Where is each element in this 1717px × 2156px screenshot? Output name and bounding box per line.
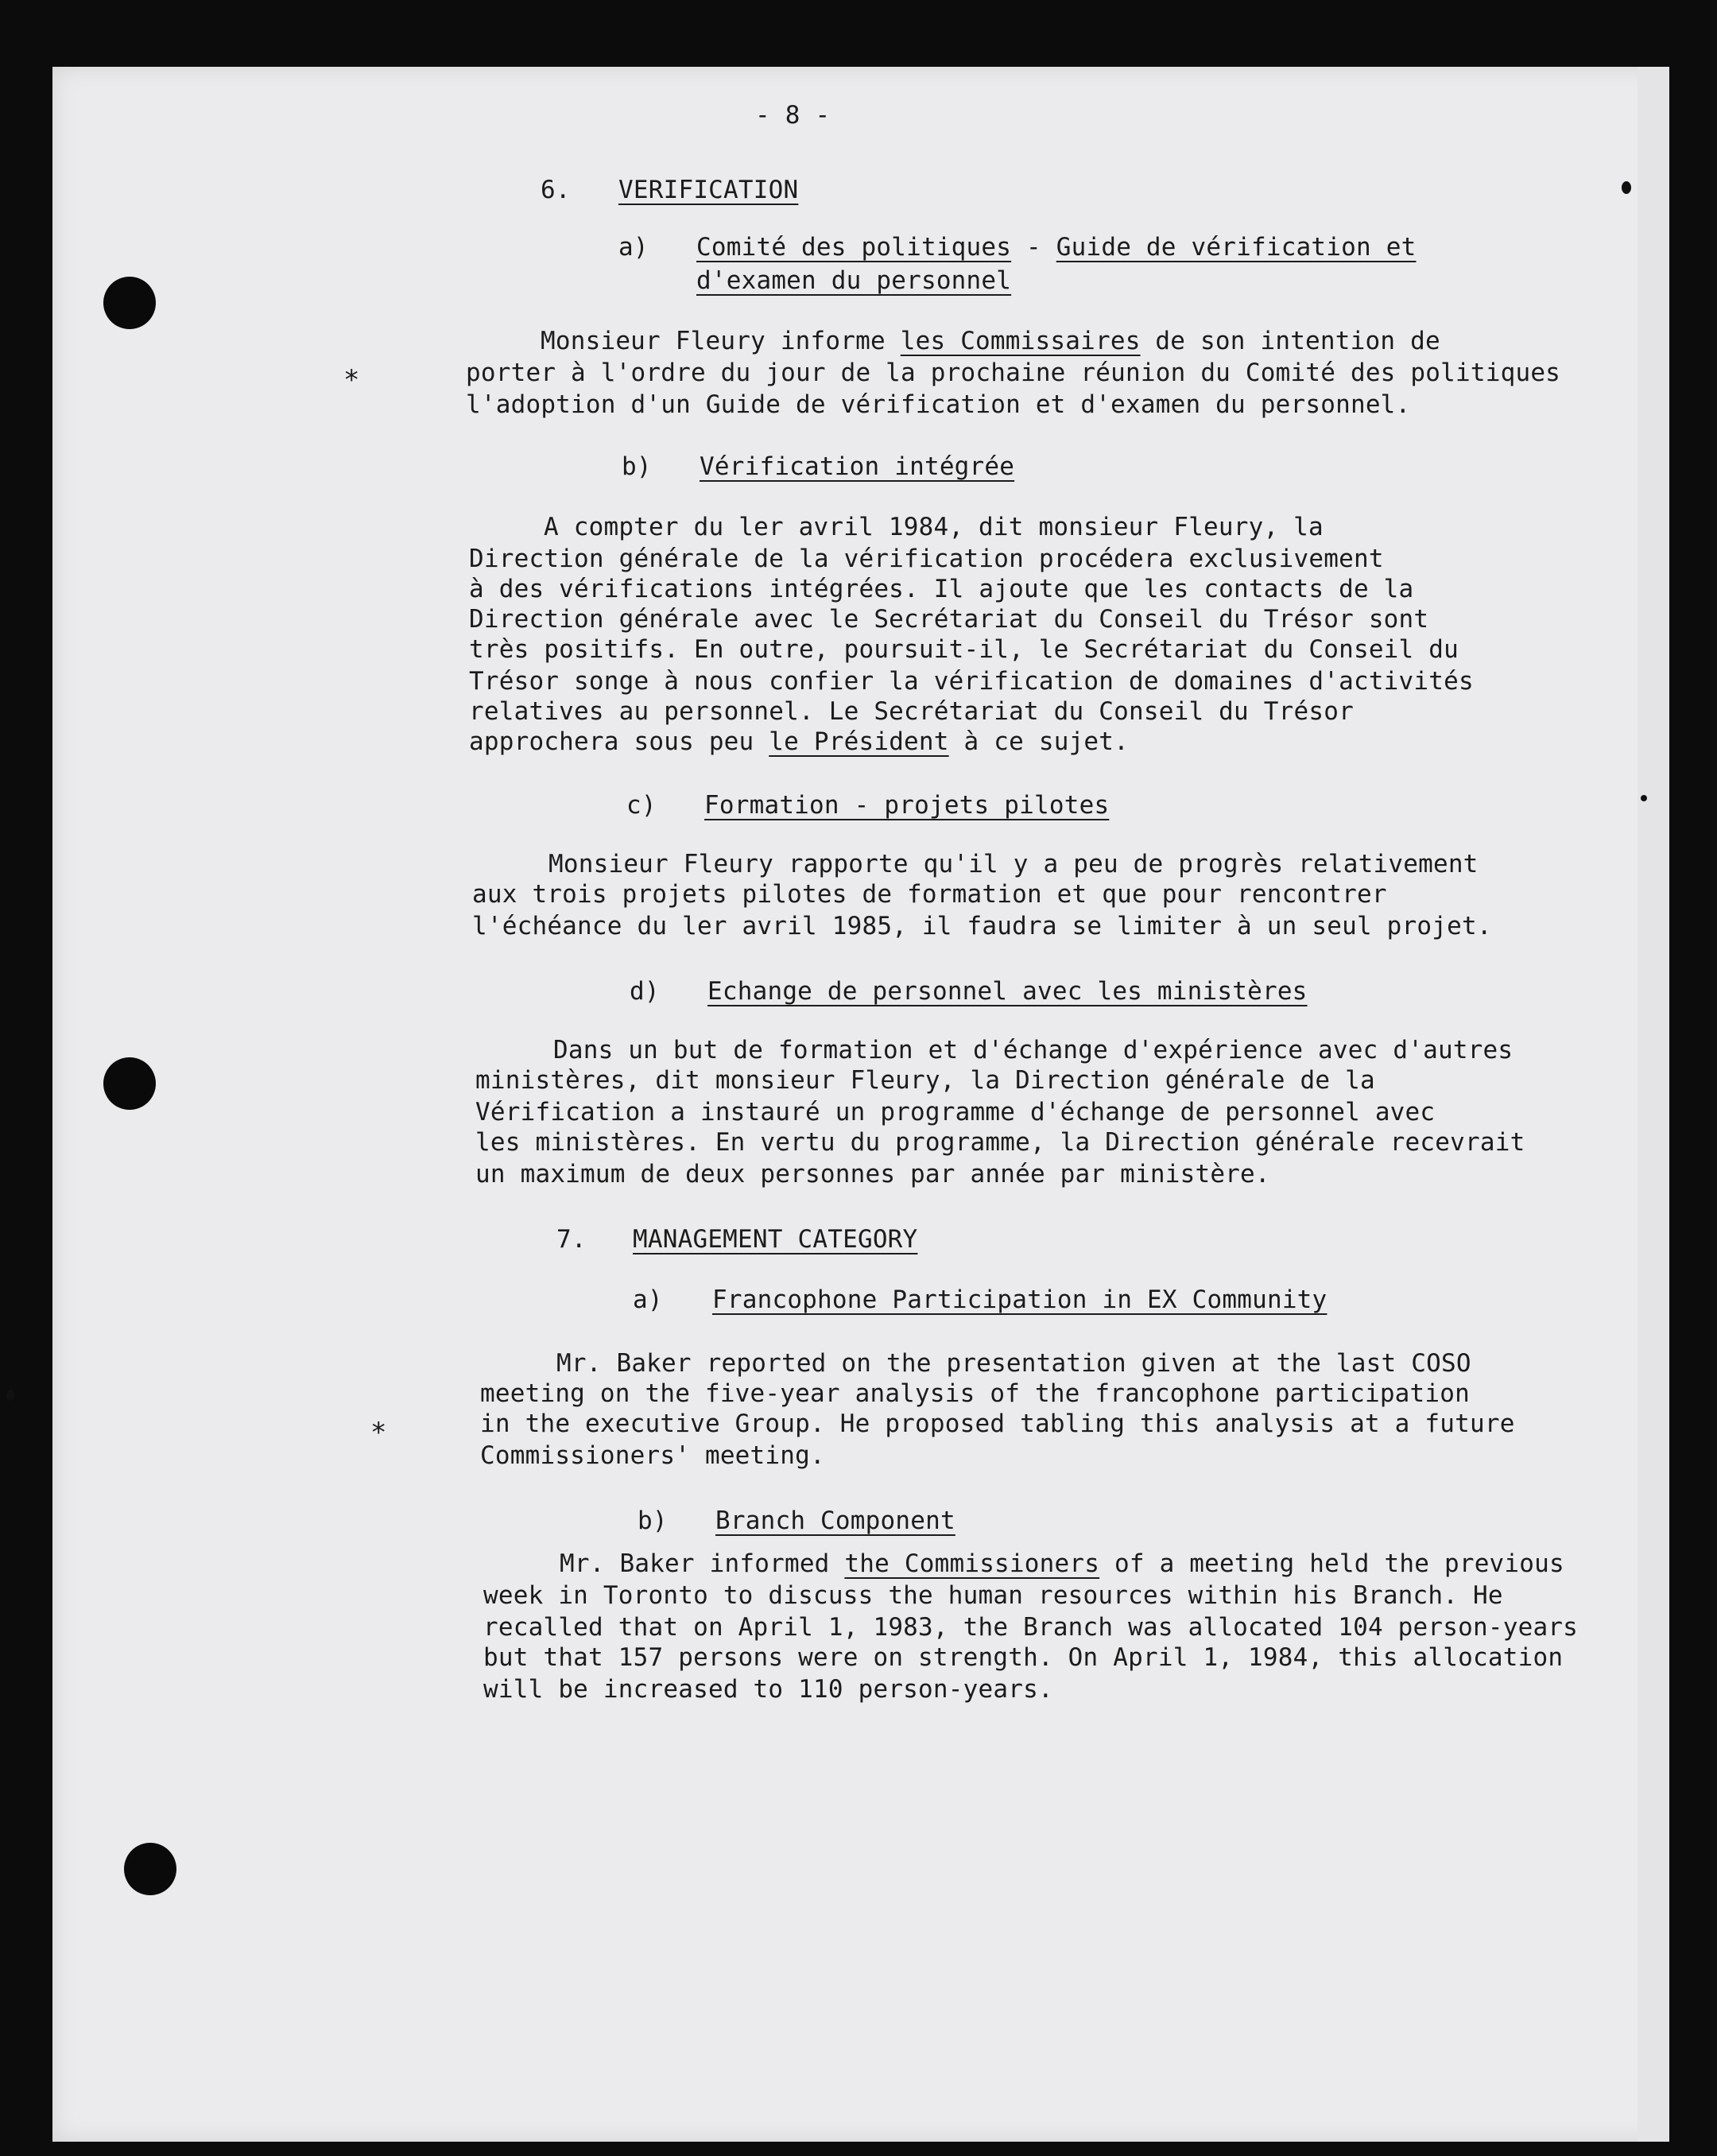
- subsection-letter: b): [638, 1506, 668, 1535]
- section-number: 6.: [541, 176, 571, 204]
- paragraph-line: porter à l'ordre du jour de la prochaine réunion du Comité des politiques: [466, 359, 1561, 387]
- subsection-letter: a): [618, 233, 649, 262]
- paragraph-line: but that 157 persons were on strength. On April 1, 1984, this allocation: [483, 1643, 1564, 1672]
- text-run: à ce sujet.: [948, 727, 1130, 756]
- subsection-title-part2: Guide de vérification et: [1056, 233, 1417, 262]
- scan-speck: [6, 1390, 14, 1401]
- paragraph-line: in the executive Group. He proposed tabling this analysis at a future: [480, 1410, 1515, 1438]
- subsection-title-line2: d'examen du personnel: [696, 266, 1012, 295]
- paragraph-line: un maximum de deux personnes par année par ministère.: [475, 1160, 1270, 1189]
- text-run: Mr. Baker informed: [560, 1549, 845, 1578]
- page-edge: [1638, 67, 1669, 2142]
- subsection-title-part1: Comité des politiques: [696, 233, 1012, 262]
- paragraph-line: Trésor songe à nous confier la vérification de domaines d'activités: [469, 667, 1474, 696]
- paragraph-line: l'adoption d'un Guide de vérification et d'examen du personnel.: [466, 390, 1411, 419]
- paragraph-line: relatives au personnel. Le Secrétariat du Conseil du Trésor: [469, 697, 1354, 726]
- paragraph-line: meeting on the five-year analysis of the francophone participation: [480, 1379, 1470, 1408]
- underlined-text: the Commissioners: [844, 1549, 1100, 1578]
- paragraph-line: [541, 326, 1440, 356]
- subsection-title-separator: -: [1011, 233, 1056, 262]
- margin-asterisk: *: [370, 1417, 387, 1448]
- subsection-letter: c): [626, 791, 657, 820]
- section-title: VERIFICATION: [618, 176, 799, 204]
- paragraph-line: Direction générale de la vérification procédera exclusivement: [469, 545, 1384, 573]
- binder-hole-top: [103, 277, 156, 329]
- paragraph-line: les ministères. En vertu du programme, la Direction générale recevrait: [475, 1128, 1525, 1157]
- text-run: Monsieur Fleury informe: [541, 327, 901, 355]
- subsection-title: [696, 232, 1416, 262]
- paragraph-line: A compter du ler avril 1984, dit monsieur Fleury, la: [544, 513, 1324, 541]
- paragraph-line: recalled that on April 1, 1983, the Branch was allocated 104 person-years: [483, 1613, 1579, 1642]
- section-title: MANAGEMENT CATEGORY: [633, 1225, 918, 1254]
- text-run: of a meeting held the previous: [1099, 1549, 1564, 1578]
- subsection-title: Formation - projets pilotes: [704, 791, 1110, 820]
- paragraph-line: [560, 1549, 1564, 1579]
- paragraph-line: Mr. Baker reported on the presentation given at the last COSO: [556, 1349, 1471, 1378]
- paragraph-line: ministères, dit monsieur Fleury, la Direction générale de la: [475, 1066, 1375, 1095]
- paragraph-line: Commissioners' meeting.: [480, 1441, 825, 1470]
- text-run: de son intention de: [1140, 327, 1440, 355]
- paragraph-line: Vérification a instauré un programme d'échange de personnel avec: [475, 1098, 1436, 1126]
- subsection-title: Branch Component: [715, 1506, 955, 1535]
- subsection-title: Vérification intégrée: [700, 452, 1015, 481]
- paragraph-line: week in Toronto to discuss the human resources within his Branch. He: [483, 1581, 1503, 1610]
- binder-hole-middle: [103, 1057, 156, 1110]
- subsection-letter: a): [633, 1285, 663, 1314]
- margin-asterisk: *: [343, 364, 360, 396]
- paragraph-line: [469, 727, 1129, 757]
- paragraph-line: à des vérifications intégrées. Il ajoute que les contacts de la: [469, 575, 1414, 603]
- paragraph-line: Direction générale avec le Secrétariat du Conseil du Trésor sont: [469, 605, 1429, 634]
- paragraph-line: will be increased to 110 person-years.: [483, 1675, 1053, 1704]
- subsection-title: Francophone Participation in EX Community: [712, 1285, 1327, 1314]
- paragraph-line: l'échéance du ler avril 1985, il faudra se limiter à un seul projet.: [472, 912, 1492, 940]
- page-number: - 8 -: [755, 101, 831, 130]
- paragraph-line: Dans un but de formation et d'échange d'expérience avec d'autres: [553, 1036, 1514, 1064]
- underlined-text: les Commissaires: [900, 327, 1141, 355]
- underlined-text: le Président: [769, 727, 949, 756]
- section-number: 7.: [556, 1225, 587, 1254]
- subsection-letter: d): [630, 977, 660, 1006]
- paragraph-line: très positifs. En outre, poursuit-il, le Secrétariat du Conseil du: [469, 635, 1459, 664]
- subsection-letter: b): [622, 452, 652, 481]
- text-run: approchera sous peu: [469, 727, 769, 756]
- paragraph-line: aux trois projets pilotes de formation et que pour rencontrer: [472, 880, 1387, 909]
- subsection-title: Echange de personnel avec les ministères: [707, 977, 1308, 1006]
- paragraph-line: Monsieur Fleury rapporte qu'il y a peu de progrès relativement: [548, 850, 1479, 878]
- scan-speck: [1641, 795, 1647, 801]
- scan-speck: [1622, 181, 1631, 194]
- binder-hole-bottom: [124, 1843, 176, 1895]
